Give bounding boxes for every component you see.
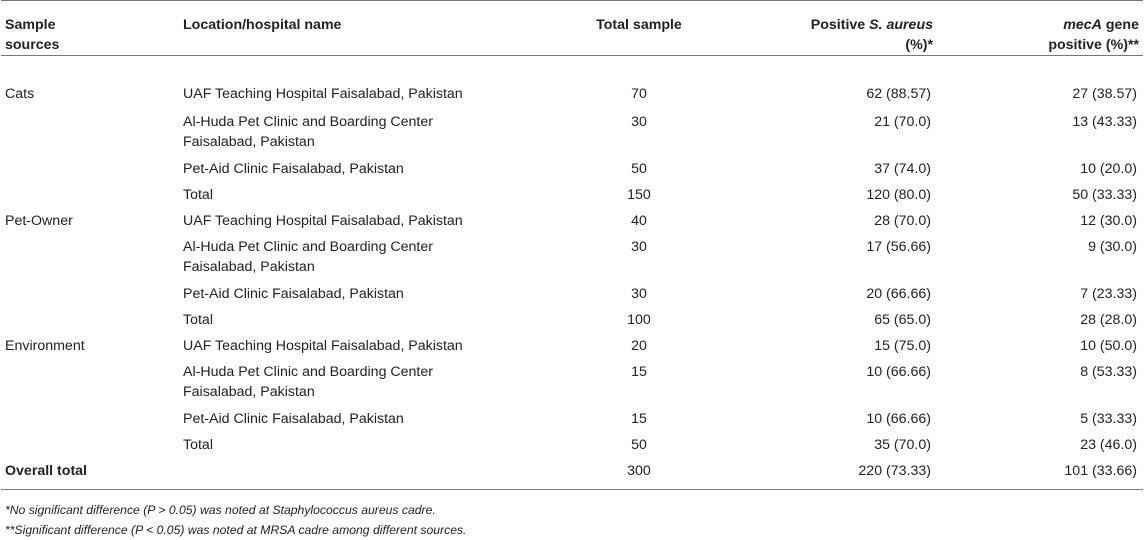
location-line-2: Faisalabad, Pakistan: [183, 383, 315, 400]
table-row: [1, 332, 1143, 358]
cell-sample-source: Cats: [5, 86, 35, 102]
cell-meca-positive: 13 (43.33): [1072, 113, 1137, 130]
location-line-1: UAF Teaching Hospital Faisalabad, Pakistan: [183, 337, 463, 354]
cell-location: [179, 306, 579, 332]
table-body: [1, 56, 1143, 490]
cell-total-sample: 40: [631, 212, 647, 229]
cell-positive-s-aureus: 65 (65.0): [874, 311, 931, 328]
cell-positive-s-aureus: 10 (66.66): [866, 363, 931, 380]
cell-positive-s-aureus: 28 (70.0): [874, 212, 931, 229]
cell-positive-s-aureus: 21 (70.0): [874, 113, 931, 130]
table-row: [1, 405, 1143, 431]
cell-sample-source: Pet-Owner: [5, 212, 73, 229]
cell-overall-total: 300: [579, 457, 699, 490]
cell-meca-positive: 50 (33.33): [1072, 186, 1137, 203]
cell-total-sample: 20: [631, 337, 647, 354]
cell-positive-s-aureus: 17 (56.66): [866, 238, 931, 255]
location-line-1: Al-Huda Pet Clinic and Boarding Center: [183, 113, 433, 130]
table-row: [1, 181, 1143, 207]
location-line-1: UAF Teaching Hospital Faisalabad, Pakistan: [183, 86, 463, 102]
table-row: [1, 108, 1143, 155]
cell-total-sample: 50: [631, 436, 647, 453]
header-meca-positive: mecA gene positive (%)**: [937, 1, 1143, 56]
table-row: [1, 56, 1143, 108]
cell-location: [179, 280, 579, 306]
cell-location: [179, 207, 579, 233]
table-row: [1, 207, 1143, 233]
cell-location: [179, 332, 579, 358]
cell-total-sample: 15: [631, 410, 647, 427]
cell-positive-s-aureus: 120 (80.0): [866, 186, 931, 203]
cell-sample-source: [1, 108, 179, 155]
table-row: [1, 306, 1143, 332]
cell-sample-source: Environment: [5, 337, 85, 354]
cell-meca-positive: 12 (30.0): [1080, 212, 1137, 229]
cell-positive-s-aureus: 15 (75.0): [874, 337, 931, 354]
cell-sample-source: [1, 280, 179, 306]
cell-total-sample: 30: [631, 285, 647, 302]
cell-location: [179, 181, 579, 207]
cell-sample-source: [1, 233, 179, 280]
location-line-1: Total: [183, 311, 213, 328]
results-table: [1, 0, 1143, 490]
cell-sample-source: [1, 181, 179, 207]
location-line-1: Pet-Aid Clinic Faisalabad, Pakistan: [183, 410, 404, 427]
location-line-1: UAF Teaching Hospital Faisalabad, Pakistan: [183, 212, 463, 229]
cell-total-sample: 50: [631, 160, 647, 177]
cell-sample-source: [1, 306, 179, 332]
cell-meca-positive: 10 (50.0): [1080, 337, 1137, 354]
cell-meca-positive: 7 (23.33): [1080, 285, 1137, 302]
footnote-2: **Significant difference (P < 0.05) was noted at MRSA cadre among different sources.: [5, 522, 467, 537]
cell-total-sample: 15: [631, 363, 647, 380]
cell-meca-positive: 23 (46.0): [1080, 436, 1137, 453]
location-line-2: Faisalabad, Pakistan: [183, 258, 315, 275]
cell-total-sample: 150: [627, 186, 651, 203]
cell-positive-s-aureus: 35 (70.0): [874, 436, 931, 453]
footnote-1: *No significant difference (P > 0.05) was noted at Staphylococcus aureus cadre.: [5, 502, 436, 517]
cell-total-sample: 100: [627, 311, 651, 328]
table-row: [1, 431, 1143, 457]
cell-location: [179, 56, 579, 108]
header-sample-sources: Sample sources: [1, 1, 179, 56]
header-location: Location/hospital name: [179, 1, 579, 56]
location-line-1: Al-Huda Pet Clinic and Boarding Center: [183, 363, 433, 380]
cell-meca-positive: 9 (30.0): [1088, 238, 1137, 255]
cell-meca-positive: 28 (28.0): [1080, 311, 1137, 328]
table-row: [1, 233, 1143, 280]
cell-location: [179, 405, 579, 431]
table-row: [1, 358, 1143, 405]
cell-location: [179, 431, 579, 457]
cell-meca-positive: 10 (20.0): [1080, 160, 1137, 177]
location-line-1: Pet-Aid Clinic Faisalabad, Pakistan: [183, 285, 404, 302]
cell-sample-source: [1, 405, 179, 431]
header-positive-s-aureus: Positive S. aureus (%)*: [699, 1, 937, 56]
location-line-1: Total: [183, 186, 213, 203]
cell-positive-s-aureus: 20 (66.66): [866, 285, 931, 302]
header-total-sample: Total sample: [579, 1, 699, 56]
cell-sample-source: [1, 358, 179, 405]
cell-meca-positive: 8 (53.33): [1080, 363, 1137, 380]
cell-total-sample: 70: [631, 86, 647, 102]
cell-total-sample: 30: [631, 238, 647, 255]
cell-meca-positive: 27 (38.57): [1072, 86, 1137, 102]
location-line-2: Faisalabad, Pakistan: [183, 133, 315, 150]
cell-total-sample: 30: [631, 113, 647, 130]
table-header-row: [1, 1, 1143, 56]
cell-overall-positive: 220 (73.33): [699, 457, 937, 490]
cell-location: [179, 108, 579, 155]
location-line-1: Total: [183, 436, 213, 453]
cell-location: [179, 155, 579, 181]
cell-positive-s-aureus: 37 (74.0): [874, 160, 931, 177]
cell-location: [179, 358, 579, 405]
footnotes: [5, 500, 1145, 540]
cell-location: [179, 233, 579, 280]
cell-sample-source: [1, 431, 179, 457]
overall-total-row: [1, 457, 1143, 490]
table-row: [1, 155, 1143, 181]
cell-positive-s-aureus: 10 (66.66): [866, 410, 931, 427]
table-row: [1, 280, 1143, 306]
location-line-1: Al-Huda Pet Clinic and Boarding Center: [183, 238, 433, 255]
location-line-1: Pet-Aid Clinic Faisalabad, Pakistan: [183, 160, 404, 177]
cell-overall-location: [179, 457, 579, 490]
cell-overall-meca: 101 (33.66): [937, 457, 1143, 490]
cell-sample-source: [1, 155, 179, 181]
cell-positive-s-aureus: 62 (88.57): [866, 86, 931, 102]
cell-overall-label: Overall total: [1, 457, 179, 490]
cell-meca-positive: 5 (33.33): [1080, 410, 1137, 427]
